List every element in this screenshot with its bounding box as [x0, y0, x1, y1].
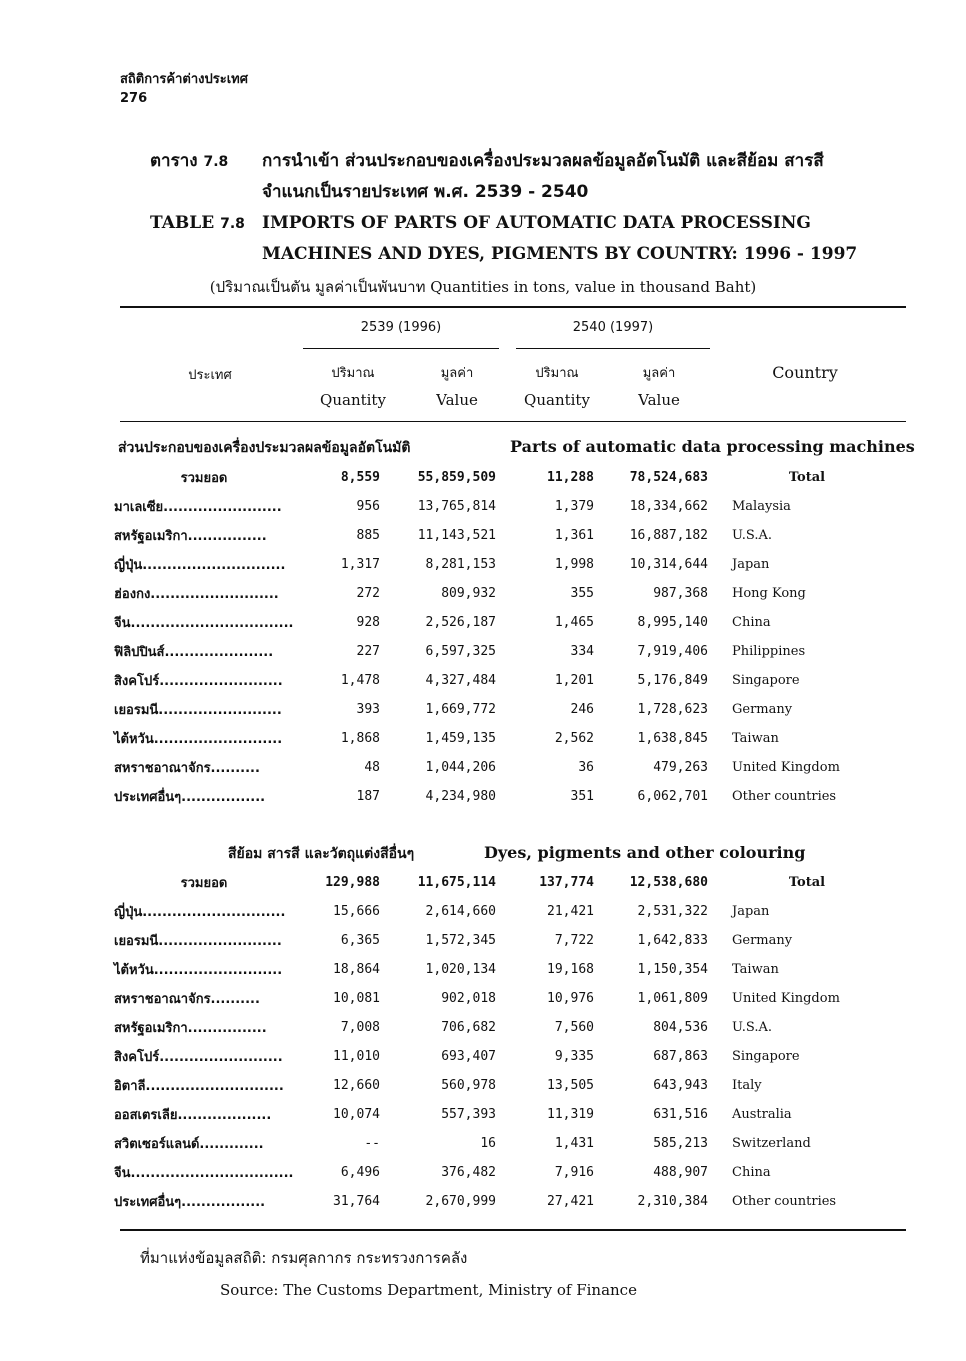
total-value-1997: 78,524,683 [629, 470, 708, 485]
value-1996-cell: 706,682 [441, 1020, 496, 1035]
value-1996-cell: 4,327,484 [425, 673, 496, 688]
table-row [114, 695, 906, 724]
country-en-cell: U.S.A. [732, 528, 772, 543]
country-en-cell: Japan [732, 904, 770, 919]
value-1996-cell: 1,459,135 [425, 731, 496, 746]
qty-1997-cell: 10,976 [547, 991, 594, 1006]
qty-1997-cell: 19,168 [547, 962, 594, 977]
country-th-cell: สหราชอาณาจักร.......... [114, 761, 260, 776]
country-en-cell: Other countries [732, 789, 837, 804]
country-en-cell: Switzerland [732, 1136, 811, 1151]
qty-1996-cell: 6,365 [340, 933, 380, 948]
qty-1996-cell: 393 [356, 702, 380, 717]
title-en-label [150, 213, 262, 233]
table-row [114, 1100, 906, 1129]
qty-1997-cell: 7,722 [554, 933, 594, 948]
section-2-title-th: สีย้อม สารสี และวัตถุแต่งสีอื่นๆ [228, 846, 415, 862]
value-1997-cell: 687,863 [653, 1049, 708, 1064]
country-th-cell: อิตาลี............................ [114, 1079, 284, 1094]
qty-1997-cell: 21,421 [547, 904, 594, 919]
title-th-number: 7.8 [203, 154, 229, 170]
value-1997-cell: 488,907 [653, 1165, 708, 1180]
country-en-cell: Germany [732, 933, 793, 948]
qty-1997-cell: 351 [570, 789, 594, 804]
title-th-row-1 [150, 146, 910, 177]
country-en-cell: Germany [732, 702, 793, 717]
section-1-title-en: Parts of automatic data processing machines [510, 437, 915, 456]
total-label-th: รวมยอด [180, 876, 228, 891]
qty-1997-cell: 7,560 [554, 1020, 594, 1035]
country-en-header: Country [772, 363, 838, 382]
country-th-cell: มาเลเซีย........................ [114, 500, 282, 515]
section-1-title-th: ส่วนประกอบของเครื่องประมวลผลข้อมูลอัตโนมัติ [118, 440, 411, 456]
qty-1996-cell: 187 [356, 789, 380, 804]
qty-1997-cell: 13,505 [547, 1078, 594, 1093]
qty-1996-cell: 272 [356, 586, 380, 601]
total-value-1996: 55,859,509 [417, 470, 496, 485]
country-en-cell: Italy [732, 1078, 762, 1093]
section-2-total-row [114, 868, 906, 897]
country-th-cell: ไต้หวัน.......................... [114, 963, 283, 978]
section-1-total-row [114, 463, 906, 492]
total-label-en: Total [788, 470, 826, 485]
title-th-label-text: ตาราง [150, 151, 198, 171]
title-en-line-1: IMPORTS OF PARTS OF AUTOMATIC DATA PROCESSING [262, 213, 811, 233]
page-number: 276 [120, 91, 148, 106]
qty-1997-cell: 7,916 [554, 1165, 594, 1180]
total-value-1997: 12,538,680 [629, 875, 708, 890]
value-1996-cell: 11,143,521 [417, 528, 496, 543]
value-1996-cell: 2,526,187 [425, 615, 496, 630]
title-th-line-2: จำแนกเป็นรายประเทศ พ.ศ. 2539 - 2540 [262, 182, 589, 202]
qty-1997-cell: 1,431 [554, 1136, 594, 1151]
country-th-cell: จีน................................. [114, 1166, 294, 1181]
value-1996-cell: 1,020,134 [425, 962, 496, 977]
value-1997-cell: 2,531,322 [637, 904, 708, 919]
total-qty-1997: 137,774 [539, 875, 594, 890]
running-header [120, 70, 248, 108]
qty-1997-cell: 246 [570, 702, 594, 717]
qty-1997-cell: 1,379 [554, 499, 594, 514]
qty-1997-cell: 27,421 [547, 1194, 594, 1209]
qty-1996-cell: 15,666 [333, 904, 380, 919]
table-row [114, 984, 906, 1013]
country-th-cell: สหรัฐอเมริกา................ [114, 1021, 267, 1036]
table-row [114, 753, 906, 782]
title-en-line-2: MACHINES AND DYES, PIGMENTS BY COUNTRY: 1996 - 1997 [262, 244, 858, 264]
country-th-cell: เยอรมนี......................... [114, 934, 282, 949]
table-row [114, 1042, 906, 1071]
country-th-cell: สิงคโปร์......................... [114, 674, 283, 689]
qty-1996-cell: 48 [364, 760, 380, 775]
value-1997-cell: 804,536 [653, 1020, 708, 1035]
val-1997-th-header: มูลค่า [642, 366, 676, 381]
country-th-cell: สหรัฐอเมริกา................ [114, 529, 267, 544]
value-1996-cell: 6,597,325 [425, 644, 496, 659]
header-title: สถิติการค้าต่างประเทศ [120, 72, 248, 87]
qty-1996-cell: 18,864 [333, 962, 380, 977]
value-1997-cell: 18,334,662 [629, 499, 708, 514]
value-1997-cell: 8,995,140 [637, 615, 708, 630]
qty-1996-cell: 928 [356, 615, 380, 630]
value-1996-cell: 560,978 [441, 1078, 496, 1093]
country-th-cell: ญี่ปุ่น............................. [114, 558, 286, 573]
table-row [114, 1013, 906, 1042]
qty-1997-cell: 36 [578, 760, 594, 775]
title-en-number: 7.8 [220, 216, 245, 232]
value-1996-cell: 4,234,980 [425, 789, 496, 804]
country-en-cell: China [732, 615, 771, 630]
country-en-cell: Japan [732, 557, 770, 572]
country-th-cell: สวิตเซอร์แลนด์............. [114, 1137, 264, 1152]
country-en-cell: Malaysia [732, 499, 791, 514]
qty-1996-cell: 1,478 [340, 673, 380, 688]
section-2-title-en: Dyes, pigments and other colouring [484, 843, 806, 862]
value-1996-cell: 13,765,814 [417, 499, 496, 514]
table-row [114, 782, 906, 811]
value-1997-cell: 1,638,845 [637, 731, 708, 746]
value-1997-cell: 987,368 [653, 586, 708, 601]
table-row [114, 666, 906, 695]
qty-1996-cell: 10,074 [333, 1107, 380, 1122]
qty-1997-cell: 1,361 [554, 528, 594, 543]
title-en-row-1 [150, 208, 910, 239]
qty-1997-en-header: Quantity [524, 391, 590, 409]
value-1996-cell: 902,018 [441, 991, 496, 1006]
country-th-cell: ประเทศอื่นๆ................. [114, 1195, 266, 1210]
country-th-cell: ฟิลิปปินส์...................... [114, 645, 274, 660]
country-th-cell: ไต้หวัน.......................... [114, 732, 283, 747]
qty-1997-th-header: ปริมาณ [535, 366, 579, 381]
section-1-table [114, 463, 906, 811]
value-1996-cell: 1,044,206 [425, 760, 496, 775]
value-1997-cell: 2,310,384 [637, 1194, 708, 1209]
value-1997-cell: 5,176,849 [637, 673, 708, 688]
total-qty-1996: 8,559 [340, 470, 380, 485]
country-en-cell: China [732, 1165, 771, 1180]
value-1996-cell: 8,281,153 [425, 557, 496, 572]
table-row [114, 1158, 906, 1187]
value-1996-cell: 16 [480, 1136, 496, 1151]
table-row [114, 1129, 906, 1158]
country-en-cell: Taiwan [732, 731, 779, 746]
qty-1996-cell: 31,764 [333, 1194, 380, 1209]
val-1996-th-header: มูลค่า [440, 366, 474, 381]
table-row [114, 579, 906, 608]
section-2-table [114, 868, 906, 1216]
qty-1996-cell: -- [364, 1136, 380, 1151]
country-th-cell: ฮ่องกง.......................... [114, 587, 279, 602]
source-note [140, 1242, 637, 1306]
title-th-label [150, 147, 262, 174]
country-th-header: ประเทศ [188, 368, 232, 383]
table-row [114, 724, 906, 753]
table-row [114, 637, 906, 666]
value-1996-cell: 693,407 [441, 1049, 496, 1064]
table-row [114, 1071, 906, 1100]
qty-1996-cell: 10,081 [333, 991, 380, 1006]
value-1996-cell: 809,932 [441, 586, 496, 601]
title-th-row-2 [150, 177, 910, 208]
qty-1997-cell: 1,465 [554, 615, 594, 630]
value-1997-cell: 585,213 [653, 1136, 708, 1151]
value-1996-cell: 376,482 [441, 1165, 496, 1180]
country-th-cell: ญี่ปุ่น............................. [114, 905, 286, 920]
country-th-cell: เยอรมนี......................... [114, 703, 282, 718]
value-1997-cell: 7,919,406 [637, 644, 708, 659]
qty-1996-en-header: Quantity [320, 391, 386, 409]
qty-1996-cell: 227 [356, 644, 380, 659]
qty-1996-cell: 956 [356, 499, 380, 514]
country-en-cell: Other countries [732, 1194, 837, 1209]
country-th-cell: ประเทศอื่นๆ................. [114, 790, 266, 805]
title-th-line-1: การนำเข้า ส่วนประกอบของเครื่องประมวลผลข้อมูลอัตโนมัติ และสีย้อม สารสี [262, 151, 824, 171]
year-1997-header: 2540 (1997) [572, 320, 654, 335]
qty-1997-cell: 11,319 [547, 1107, 594, 1122]
total-label-th: รวมยอด [180, 471, 228, 486]
qty-1996-cell: 885 [356, 528, 380, 543]
value-1997-cell: 479,263 [653, 760, 708, 775]
total-label-en: Total [788, 875, 826, 890]
table-row [114, 521, 906, 550]
country-th-cell: ออสเตรเลีย................... [114, 1108, 272, 1123]
qty-1997-cell: 9,335 [554, 1049, 594, 1064]
qty-1996-cell: 12,660 [333, 1078, 380, 1093]
qty-1996-cell: 1,868 [340, 731, 380, 746]
country-en-cell: Singapore [732, 673, 800, 688]
value-1996-cell: 2,670,999 [425, 1194, 496, 1209]
table-row [114, 608, 906, 637]
country-en-cell: Taiwan [732, 962, 779, 977]
value-1997-cell: 6,062,701 [637, 789, 708, 804]
header-bottom-rule [120, 421, 906, 422]
table-row [114, 492, 906, 521]
value-1997-cell: 1,150,354 [637, 962, 708, 977]
qty-1997-cell: 355 [570, 586, 594, 601]
source-en: Source: The Customs Department, Ministry of Finance [220, 1281, 637, 1299]
qty-1996-cell: 11,010 [333, 1049, 380, 1064]
qty-1997-cell: 2,562 [554, 731, 594, 746]
qty-1996-th-header: ปริมาณ [331, 366, 375, 381]
qty-1997-cell: 334 [570, 644, 594, 659]
value-1996-cell: 1,572,345 [425, 933, 496, 948]
country-en-cell: Hong Kong [732, 586, 806, 601]
value-1996-cell: 2,614,660 [425, 904, 496, 919]
value-1997-cell: 1,728,623 [637, 702, 708, 717]
qty-1996-cell: 6,496 [340, 1165, 380, 1180]
value-1997-cell: 10,314,644 [629, 557, 708, 572]
country-en-cell: Philippines [732, 644, 806, 659]
country-th-cell: สิงคโปร์......................... [114, 1050, 283, 1065]
val-1996-en-header: Value [436, 391, 478, 409]
value-1996-cell: 557,393 [441, 1107, 496, 1122]
value-1997-cell: 631,516 [653, 1107, 708, 1122]
source-th: ที่มาแห่งข้อมูลสถิติ: กรมศุลกากร กระทรวงการคลัง [140, 1249, 468, 1267]
value-1997-cell: 16,887,182 [629, 528, 708, 543]
country-th-cell: จีน................................. [114, 616, 294, 631]
title-en-label-text: TABLE [150, 213, 215, 233]
value-1997-cell: 643,943 [653, 1078, 708, 1093]
qty-1997-cell: 1,998 [554, 557, 594, 572]
table-row [114, 955, 906, 984]
value-1996-cell: 1,669,772 [425, 702, 496, 717]
qty-1996-cell: 7,008 [340, 1020, 380, 1035]
total-qty-1997: 11,288 [547, 470, 594, 485]
year-1996-rule [303, 348, 499, 349]
country-en-cell: United Kingdom [732, 991, 840, 1006]
country-en-cell: U.S.A. [732, 1020, 772, 1035]
year-1996-header: 2539 (1996) [360, 320, 442, 335]
table-row [114, 897, 906, 926]
table-top-rule [120, 306, 906, 308]
table-row [114, 550, 906, 579]
country-th-cell: สหราชอาณาจักร.......... [114, 992, 260, 1007]
title-en-row-2 [150, 239, 910, 270]
table-row [114, 926, 906, 955]
country-en-cell: United Kingdom [732, 760, 840, 775]
table-bottom-rule [120, 1229, 906, 1231]
units-note: (ปริมาณเป็นตัน มูลค่าเป็นพันบาท Quantities in tons, value in thousand Baht) [209, 278, 757, 296]
country-en-cell: Singapore [732, 1049, 800, 1064]
value-1997-cell: 1,642,833 [637, 933, 708, 948]
value-1997-cell: 1,061,809 [637, 991, 708, 1006]
country-en-cell: Australia [732, 1107, 792, 1122]
table-row [114, 1187, 906, 1216]
year-1997-rule [516, 348, 710, 349]
val-1997-en-header: Value [638, 391, 680, 409]
total-qty-1996: 129,988 [325, 875, 380, 890]
qty-1997-cell: 1,201 [554, 673, 594, 688]
total-value-1996: 11,675,114 [417, 875, 496, 890]
qty-1996-cell: 1,317 [340, 557, 380, 572]
table-title-block [150, 146, 910, 270]
